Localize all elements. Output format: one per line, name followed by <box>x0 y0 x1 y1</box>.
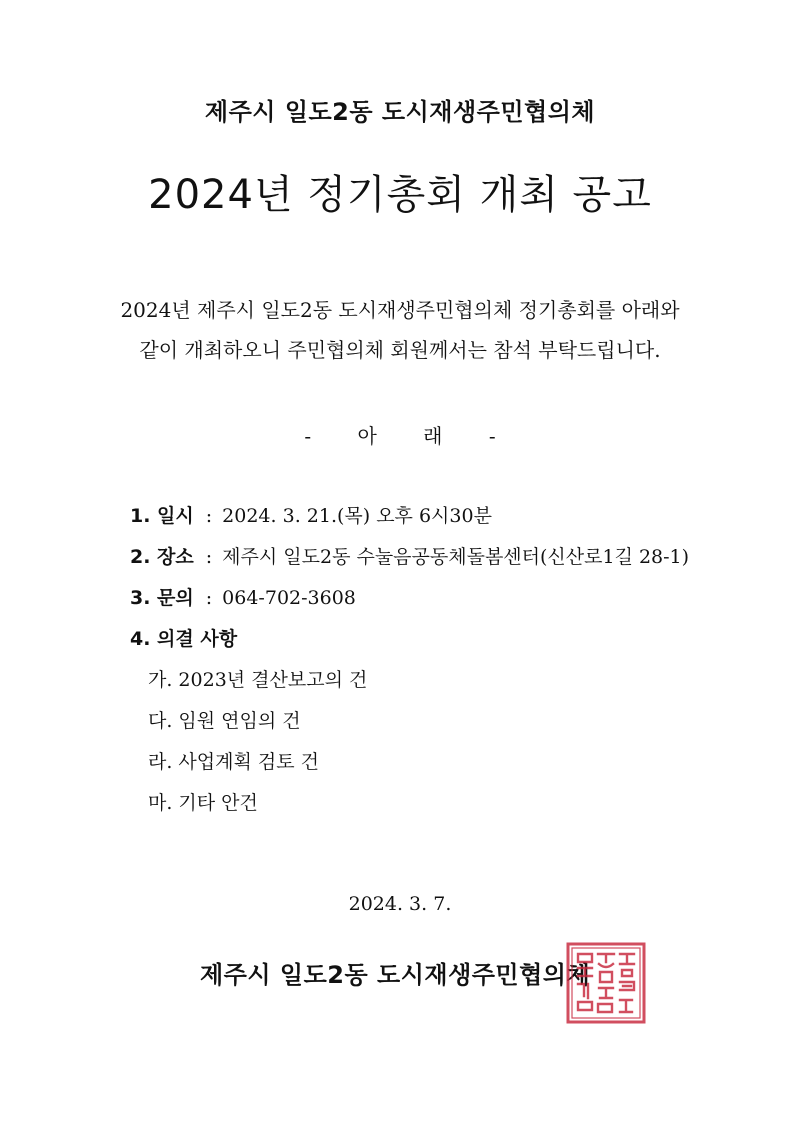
notice-date: 2024. 3. 7. <box>348 893 452 915</box>
agenda-item: 가. 2023년 결산보고의 건 <box>148 669 368 691</box>
detail-colon: : <box>205 587 213 609</box>
notice-title: 2024년 정기총회 개최 공고 <box>148 172 652 218</box>
organization-name-header: 제주시 일도2동 도시재생주민협의체 <box>204 98 596 126</box>
detail-item-datetime <box>130 499 689 540</box>
notice-body-line-1: 2024년 제주시 일도2동 도시재생주민협의체 정기총회를 아래와 <box>120 298 680 322</box>
notice-body <box>90 290 710 370</box>
detail-label: 4. 의결 사항 <box>130 628 238 650</box>
agenda-item: 라. 사업계획 검토 건 <box>148 751 319 773</box>
agenda-item: 마. 기타 안건 <box>148 792 258 814</box>
agenda-item: 다. 임원 연임의 건 <box>148 710 301 732</box>
detail-colon: : <box>205 505 213 527</box>
detail-value: 064-702-3608 <box>222 587 356 609</box>
detail-colon: : <box>205 546 213 568</box>
organization-name-footer: 제주시 일도2동 도시재생주민협의체 <box>200 961 591 989</box>
detail-value: 2024. 3. 21.(목) 오후 6시30분 <box>222 505 492 527</box>
detail-label: 2. 장소 <box>130 546 194 568</box>
detail-label: 1. 일시 <box>130 505 194 527</box>
detail-label: 3. 문의 <box>130 587 194 609</box>
detail-value: 제주시 일도2동 수눌음공동체돌봄센터(신산로1길 28-1) <box>222 546 690 568</box>
notice-body-line-2: 같이 개최하오니 주민협의체 회원께서는 참석 부탁드립니다. <box>139 338 661 362</box>
details-list <box>130 499 689 827</box>
detail-item-contact <box>130 581 689 622</box>
section-heading: - 아 래 - <box>304 424 496 448</box>
detail-item-location <box>130 540 689 581</box>
official-seal-icon <box>566 942 646 1024</box>
detail-item-agenda <box>130 622 689 663</box>
